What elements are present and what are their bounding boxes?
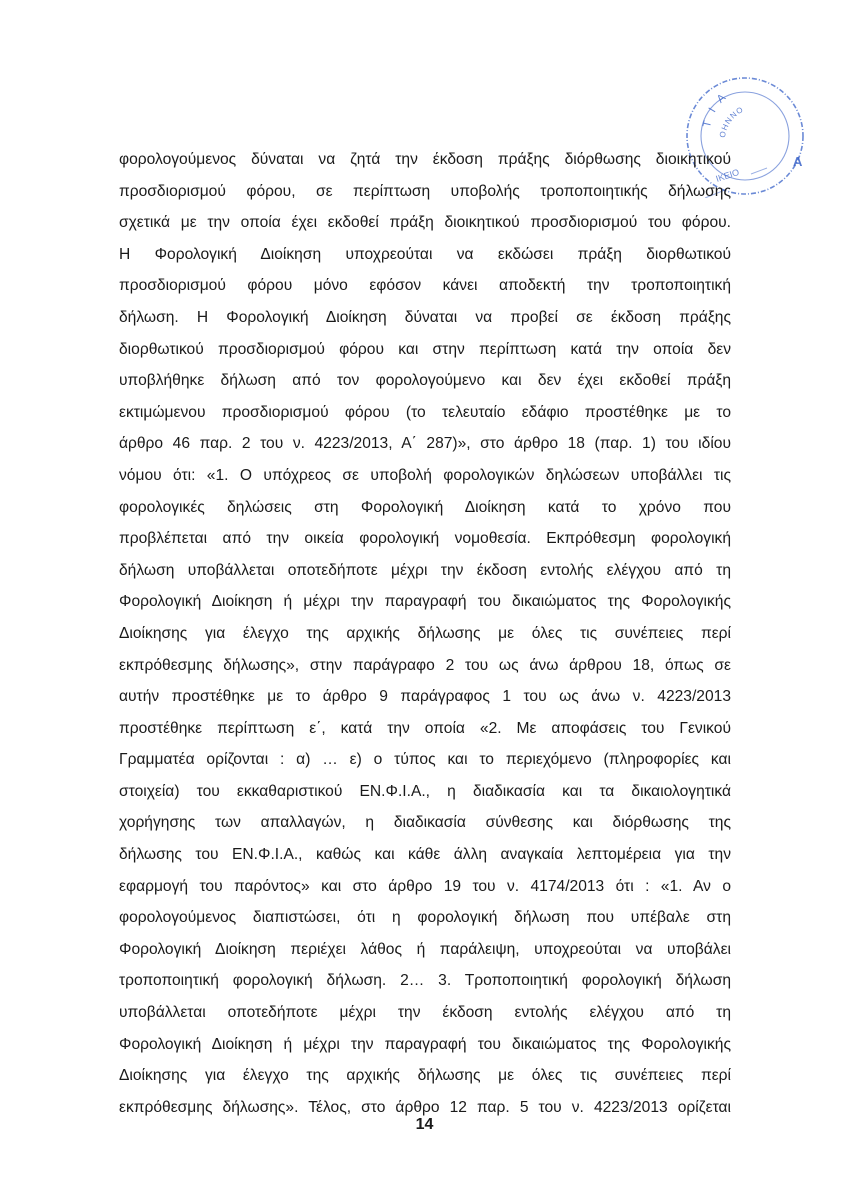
text-line: υποβλήθηκε δήλωση από τον φορολογούμενο και δεν έχει εκδοθεί πράξη xyxy=(119,372,731,390)
text-line: φορολογούμενος δύναται να ζητά την έκδοση πράξης διόρθωσης διοικητικού xyxy=(119,151,731,168)
text-line: δήλωση υποβάλλεται οποτεδήποτε μέχρι την έκδοση εντολής ελέγχου από τη xyxy=(119,561,731,579)
text-line: νόμου ότι: «1. Ο υπόχρεος σε υποβολή φορολογικών δηλώσεων υποβάλλει τις xyxy=(119,466,731,484)
text-line: Φορολογική Διοίκηση ή μέχρι την παραγραφή του δικαιώματος της Φορολογικής xyxy=(119,1035,731,1053)
stamp-text-lower: ΙΚΕΙΟ xyxy=(714,166,741,184)
text-line: σχετικά με την οποία έχει εκδοθεί πράξη διοικητικού προσδιορισμού του φόρου. xyxy=(119,214,731,232)
text-line: δήλωσης του ΕΝ.Φ.Ι.Α., καθώς και κάθε άλλη αναγκαία λεπτομέρεια για την xyxy=(119,846,731,864)
text-line: Φορολογική Διοίκηση ή μέχρι την παραγραφή του δικαιώματος της Φορολογικής xyxy=(119,593,731,611)
page-number: 14 xyxy=(415,1116,434,1133)
text-line: εφαρμογή του παρόντος» και στο άρθρο 19 του ν. 4174/2013 ότι : «1. Αν ο xyxy=(119,877,731,895)
text-line: προσδιορισμού φόρου μόνο εφόσον κάνει αποδεκτή την τροποποιητική xyxy=(119,277,731,295)
text-line: Γραμματέα ορίζονται : α) … ε) ο τύπος και το περιεχόμενο (πληροφορίες και xyxy=(119,751,731,769)
text-line: φορολογικές δηλώσεις στη Φορολογική Διοίκηση κατά το χρόνο που xyxy=(119,498,731,516)
text-line: Διοίκησης για έλεγχο της αρχικής δήλωσης με όλες τις συνέπειες περί xyxy=(119,624,731,642)
text-line: αυτήν προστέθηκε με το άρθρο 9 παράγραφος 1 του ως άνω ν. 4223/2013 xyxy=(119,688,731,706)
stamp-text-inner: ΟΗΝΝΟ xyxy=(717,104,746,139)
text-line: προστέθηκε περίπτωση ε΄, κατά την οποία «2. Με αποφάσεις του Γενικού xyxy=(119,719,731,737)
text-line: χορήγησης των απαλλαγών, η διαδικασία σύνθεσης και διόρθωσης της xyxy=(119,814,731,832)
text-line: εκπρόθεσμης δήλωσης». Τέλος, στο άρθρο 12 παρ. 5 του ν. 4223/2013 ορίζεται xyxy=(119,1098,731,1116)
stamp-text-outer: Τ Ι Α xyxy=(700,89,731,129)
text-line: φορολογούμενος διαπιστώσει, ότι η φορολογική δήλωση που υπέβαλε στη xyxy=(119,909,731,927)
text-line: διορθωτικού προσδιορισμού φόρου και στην περίπτωση κατά την οποία δεν xyxy=(119,340,731,358)
text-line: υποβάλλεται οποτεδήποτε μέχρι την έκδοση εντολής ελέγχου από τη xyxy=(119,1004,731,1022)
text-line: προσδιορισμού φόρου, σε περίπτωση υποβολής τροποποιητικής δήλωσης xyxy=(119,182,731,200)
svg-text:Τ Ι Α xyxy=(701,90,730,129)
text-line: Φορολογική Διοίκηση περιέχει λάθος ή παράλειψη, υποχρεούται να υποβάλει xyxy=(119,940,731,958)
text-line: Η Φορολογική Διοίκηση υποχρεούται να εκδώσει πράξη διορθωτικού xyxy=(119,245,731,263)
body-text xyxy=(119,144,731,1123)
text-line: προβλέπεται από την οικεία φορολογική νομοθεσία. Εκπρόθεσμη φορολογική xyxy=(119,530,731,548)
text-line: εκπρόθεσμης δήλωσης», στην παράγραφο 2 του ως άνω άρθρου 18, όπως σε xyxy=(119,656,731,674)
text-line: Διοίκησης για έλεγχο της αρχικής δήλωσης με όλες τις συνέπειες περί xyxy=(119,1067,731,1085)
text-line: εκτιμώμενου προσδιορισμού φόρου (το τελευταίο εδάφιο προστέθηκε με το xyxy=(119,403,731,421)
text-line: άρθρο 46 παρ. 2 του ν. 4223/2013, Α΄ 287)», στο άρθρο 18 (παρ. 1) του ιδίου xyxy=(119,435,731,453)
text-line: δήλωση. Η Φορολογική Διοίκηση δύναται να προβεί σε έκδοση πράξης xyxy=(119,308,731,326)
stamp-text-letter: Α xyxy=(793,154,803,169)
text-line: τροποποιητική φορολογική δήλωση. 2… 3. Τροποποιητική φορολογική δήλωση xyxy=(119,972,731,990)
text-line: στοιχεία) του εκκαθαριστικού ΕΝ.Φ.Ι.Α., η διαδικασία και τα δικαιολογητικά xyxy=(119,782,731,800)
svg-text:ΟΗΝΝΟ xyxy=(718,105,745,139)
